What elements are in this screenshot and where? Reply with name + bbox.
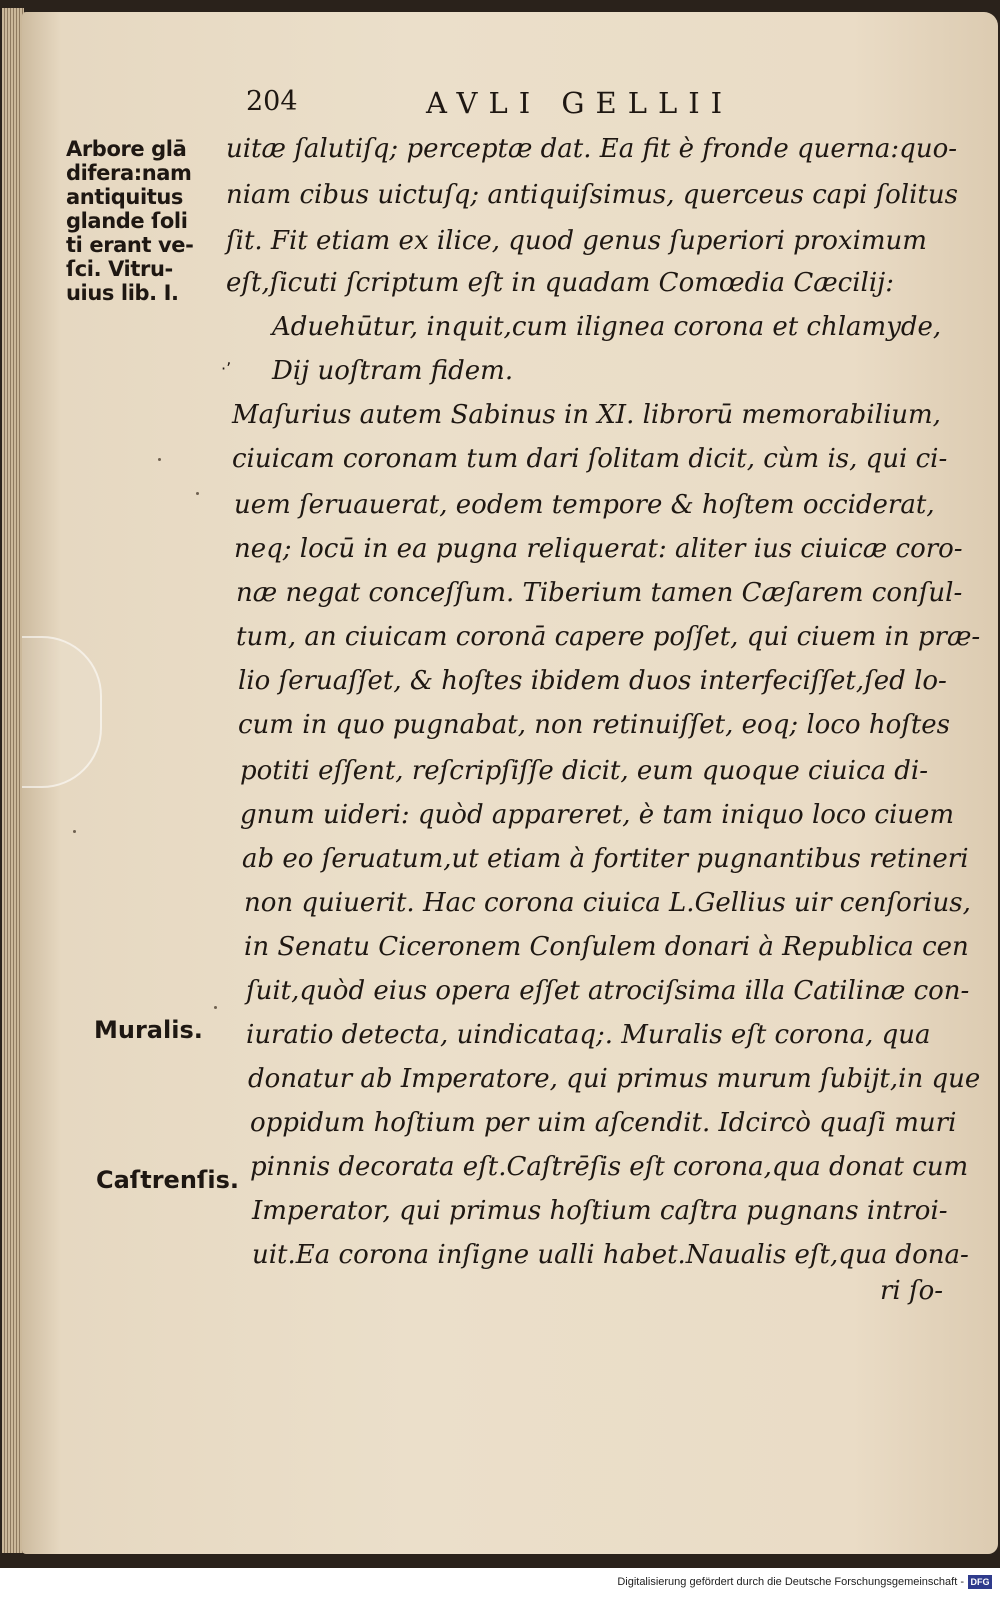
text-line: donatur ab Imperatore, qui primus murum ſubijt,in que bbox=[248, 1064, 981, 1094]
text-line: iuratio detecta, uindicataq;. Muralis eſt corona, qua bbox=[246, 1020, 931, 1050]
text-line: eſt,ſicuti ſcriptum eſt in quadam Comœdia Cæcilij: bbox=[226, 268, 894, 298]
text-line: uit.Ea corona inſigne ualli habet.Naualis eſt,qua dona- bbox=[252, 1240, 969, 1270]
footer-credit: Digitalisierung gefördert durch die Deutsche Forschungsgemeinschaft - bbox=[617, 1576, 964, 1588]
margin-note-castrensis: Caſtrenſis. bbox=[96, 1166, 239, 1194]
text-line: neq; locū in ea pugna reliquerat: aliter ius ciuicæ coro- bbox=[234, 534, 963, 564]
margin-note-arbore: Arbore glā difera:nam antiquitus glande ſoli ti erant ve- ſci. Vitru- uius lib. I. bbox=[66, 137, 194, 305]
paper-speck bbox=[196, 492, 199, 495]
text-line: Imperator, qui primus hoſtium caſtra pugnans introi- bbox=[252, 1196, 948, 1226]
text-line: uem ſeruauerat, eodem tempore & hoſtem occiderat, bbox=[234, 490, 935, 520]
paper-speck bbox=[73, 830, 76, 833]
printer-mark: ·ʼ bbox=[221, 359, 232, 378]
text-line: uitæ ſalutiſq; perceptæ dat. Ea fit è fronde querna:quo- bbox=[226, 134, 958, 164]
text-line: ſit. Fit etiam ex ilice, quod genus ſuperiori proximum bbox=[226, 226, 927, 256]
page-number: 204 bbox=[246, 86, 298, 117]
text-line-verse: Aduehūtur, inquit,cum ilignea corona et chlamyde, bbox=[272, 312, 942, 342]
text-line: lio ſeruaſſet, & hoſtes ibidem duos interfeciſſet,ſed lo- bbox=[238, 666, 947, 696]
margin-note-muralis: Muralis. bbox=[94, 1016, 203, 1044]
text-line: oppidum hoſtium per uim aſcendit. Idcircò quaſi muri bbox=[250, 1108, 957, 1138]
page-edges bbox=[2, 8, 24, 1553]
text-line: ſuit,quòd eius opera eſſet atrociſsima illa Catilinæ con- bbox=[246, 976, 970, 1006]
text-line: non quiuerit. Hac corona ciuica L.Gellius uir cenſorius, bbox=[244, 888, 971, 918]
text-line: potiti eſſent, reſcripſiſſe dicit, eum quoque ciuica di- bbox=[240, 756, 929, 786]
text-line: gnum uideri: quòd appareret, è tam iniquo loco ciuem bbox=[240, 800, 955, 830]
text-line: ciuicam coronam tum dari ſolitam dicit, cùm is, qui ci- bbox=[232, 444, 948, 474]
page-clip bbox=[22, 636, 102, 788]
text-line-verse: Dij uoſtram fidem. bbox=[272, 356, 514, 386]
text-line: cum in quo pugnabat, non retinuiſſet, eoq; loco hoſtes bbox=[238, 710, 951, 740]
paper-speck bbox=[214, 1006, 217, 1009]
text-line: pinnis decorata eſt.Caſtrēſis eſt corona,qua donat cum bbox=[250, 1152, 969, 1182]
dfg-logo: DFG bbox=[968, 1575, 992, 1589]
paper-speck bbox=[158, 458, 161, 461]
text-line: ab eo ſeruatum,ut etiam à fortiter pugnantibus retineri bbox=[242, 844, 969, 874]
text-line: Maſurius autem Sabinus in XI. librorū memorabilium, bbox=[232, 400, 941, 430]
text-line: tum, an ciuicam coronā capere poſſet, qui ciuem in præ- bbox=[236, 622, 981, 652]
text-line: niam cibus uictuſq; antiquiſsimus, querceus capi ſolitus bbox=[226, 180, 958, 210]
footer-bar bbox=[0, 1568, 1000, 1597]
text-line: in Senatu Ciceronem Conſulem donari à Republica cen bbox=[244, 932, 969, 962]
text-line: næ negat conceſſum. Tiberium tamen Cæſarem conſul- bbox=[236, 578, 963, 608]
running-title: AVLI GELLII bbox=[426, 86, 734, 120]
catchword: ri ſo- bbox=[880, 1276, 944, 1306]
